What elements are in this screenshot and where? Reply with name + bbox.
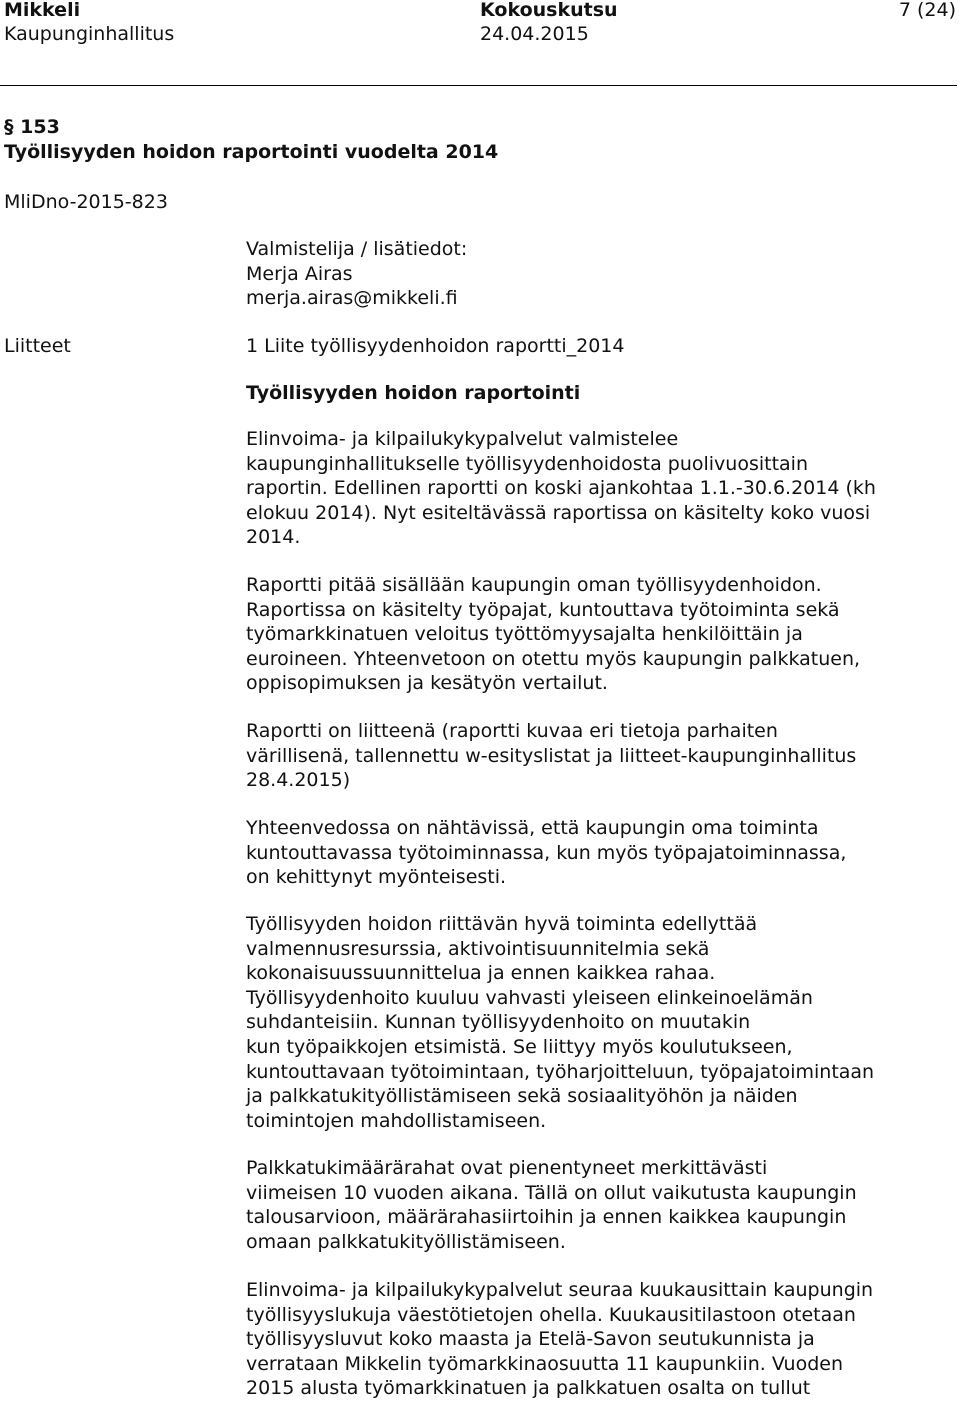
section-number-line [4, 114, 60, 140]
attachment-item: 1 Liite työllisyydenhoidon raportti_2014 [246, 335, 625, 357]
paragraph-summary [246, 816, 946, 890]
text-line: työmarkkinatuen veloitus työttömyysajalta henkilöittäin ja [246, 623, 803, 646]
text-line: Raportti pitää sisällään kaupungin oman työllisyydenhoidon. [246, 574, 822, 596]
text-line: työllisyysluvut koko maasta ja Etelä-Savon seutukunnista ja [246, 1328, 815, 1351]
text-line: kokonaisuussuunnittelua ja ennen kaikkea rahaa. [246, 962, 716, 985]
text-line: Elinvoima- ja kilpailukykypalvelut seuraa kuukausittain kaupungin [246, 1279, 874, 1301]
text-line: euroineen. Yhteenvetoon on otettu myös kaupungin palkkatuen, [246, 647, 861, 670]
attachments-label: Liitteet [4, 335, 71, 357]
text-line: on kehittynyt myönteisesti. [246, 866, 507, 889]
content-heading: Työllisyyden hoidon raportointi [246, 382, 581, 404]
preparer-block [246, 237, 467, 311]
paragraph-report-contents [246, 573, 946, 696]
text-line: 2014. [246, 526, 301, 549]
text-line: Yhteenvedossa on nähtävissä, että kaupungin oma toiminta [246, 817, 819, 839]
text-line: työllisyyslukuja väestötietojen ohella. Kuukausitilastoon otetaan [246, 1303, 856, 1326]
text-line: verrataan Mikkelin työmarkkinaosuutta 11 kaupunkiin. Vuoden [246, 1352, 844, 1375]
paragraph-wage-subsidy [246, 1156, 946, 1254]
preparer-name: Merja Airas [246, 262, 353, 285]
text-line: Palkkatukimäärärahat ovat pienentyneet merkittävästi [246, 1157, 768, 1179]
text-line: talousarvioon, määrärahasiirtoihin ja ennen kaikkea kaupungin [246, 1206, 847, 1229]
paragraph-monitoring [246, 1278, 946, 1401]
text-line: kun työpaikkojen etsimistä. Se liittyy myös koulutukseen, [246, 1035, 793, 1058]
section-title: Työllisyyden hoidon raportointi vuodelta 2014 [4, 141, 499, 163]
header-divider [0, 85, 957, 86]
text-line: ja palkkatukityöllistämiseen sekä sosiaalityöhön ja näiden [246, 1085, 798, 1108]
text-line: elokuu 2014). Nyt esiteltävässä raportissa on käsitelty koko vuosi [246, 501, 871, 524]
text-line: raportin. Edellinen raportti on koski ajankohtaa 1.1.-30.6.2014 (kh [246, 477, 876, 500]
text-line: kuntouttavassa työtoiminnassa, kun myös työpajatoiminnassa, [246, 841, 847, 864]
paragraph-reporting-intro [246, 427, 946, 550]
header-body-name: Kaupunginhallitus [4, 23, 175, 45]
text-line: värillisenä, tallennettu w-esityslistat ja liitteet-kaupunginhallitus [246, 744, 857, 767]
text-line: omaan palkkatukityöllistämiseen. [246, 1230, 566, 1253]
preparer-email: merja.airas@mikkeli.fi [246, 287, 458, 310]
section-symbol-icon: § [4, 116, 14, 138]
text-line: Raportti on liitteenä (raportti kuvaa eri tietoja parhaiten [246, 720, 778, 742]
text-line: Raportissa on käsitelty työpajat, kuntouttava työtoiminta sekä [246, 598, 840, 621]
header-org: Mikkeli [4, 0, 81, 21]
text-line: oppisopimuksen ja kesätyön vertailut. [246, 672, 608, 695]
text-line: Työllisyyden hoidon riittävän hyvä toiminta edellyttää [246, 913, 758, 935]
preparer-label: Valmistelija / lisätiedot: [246, 238, 468, 260]
diary-number: MliDno-2015-823 [4, 191, 168, 213]
text-line: 28.4.2015) [246, 769, 351, 792]
text-line: kaupunginhallitukselle työllisyydenhoidosta puolivuosittain [246, 452, 809, 475]
text-line: Työllisyydenhoito kuuluu vahvasti yleiseen elinkeinoelämän [246, 986, 813, 1009]
paragraph-requirements [246, 912, 946, 1133]
section-number: 153 [20, 116, 60, 138]
text-line: toimintojen mahdollistamiseen. [246, 1109, 547, 1132]
header-doc-type: Kokouskutsu [480, 0, 618, 21]
paragraph-attachment-note [246, 719, 946, 793]
header-page-number: 7 (24) [898, 0, 956, 21]
text-line: kuntouttavaan työtoimintaan, työharjoitteluun, työpajatoimintaan [246, 1060, 875, 1083]
text-line: viimeisen 10 vuoden aikana. Tällä on ollut vaikutusta kaupungin [246, 1181, 857, 1204]
text-line: 2015 alusta työmarkkinatuen ja palkkatuen osalta on tullut [246, 1377, 811, 1400]
text-line: valmennusresurssia, aktivointisuunnitelmia sekä [246, 937, 710, 960]
header-date: 24.04.2015 [480, 23, 589, 45]
text-line: Elinvoima- ja kilpailukykypalvelut valmistelee [246, 428, 679, 450]
text-line: suhdanteisiin. Kunnan työllisyydenhoito on muutakin [246, 1011, 751, 1034]
